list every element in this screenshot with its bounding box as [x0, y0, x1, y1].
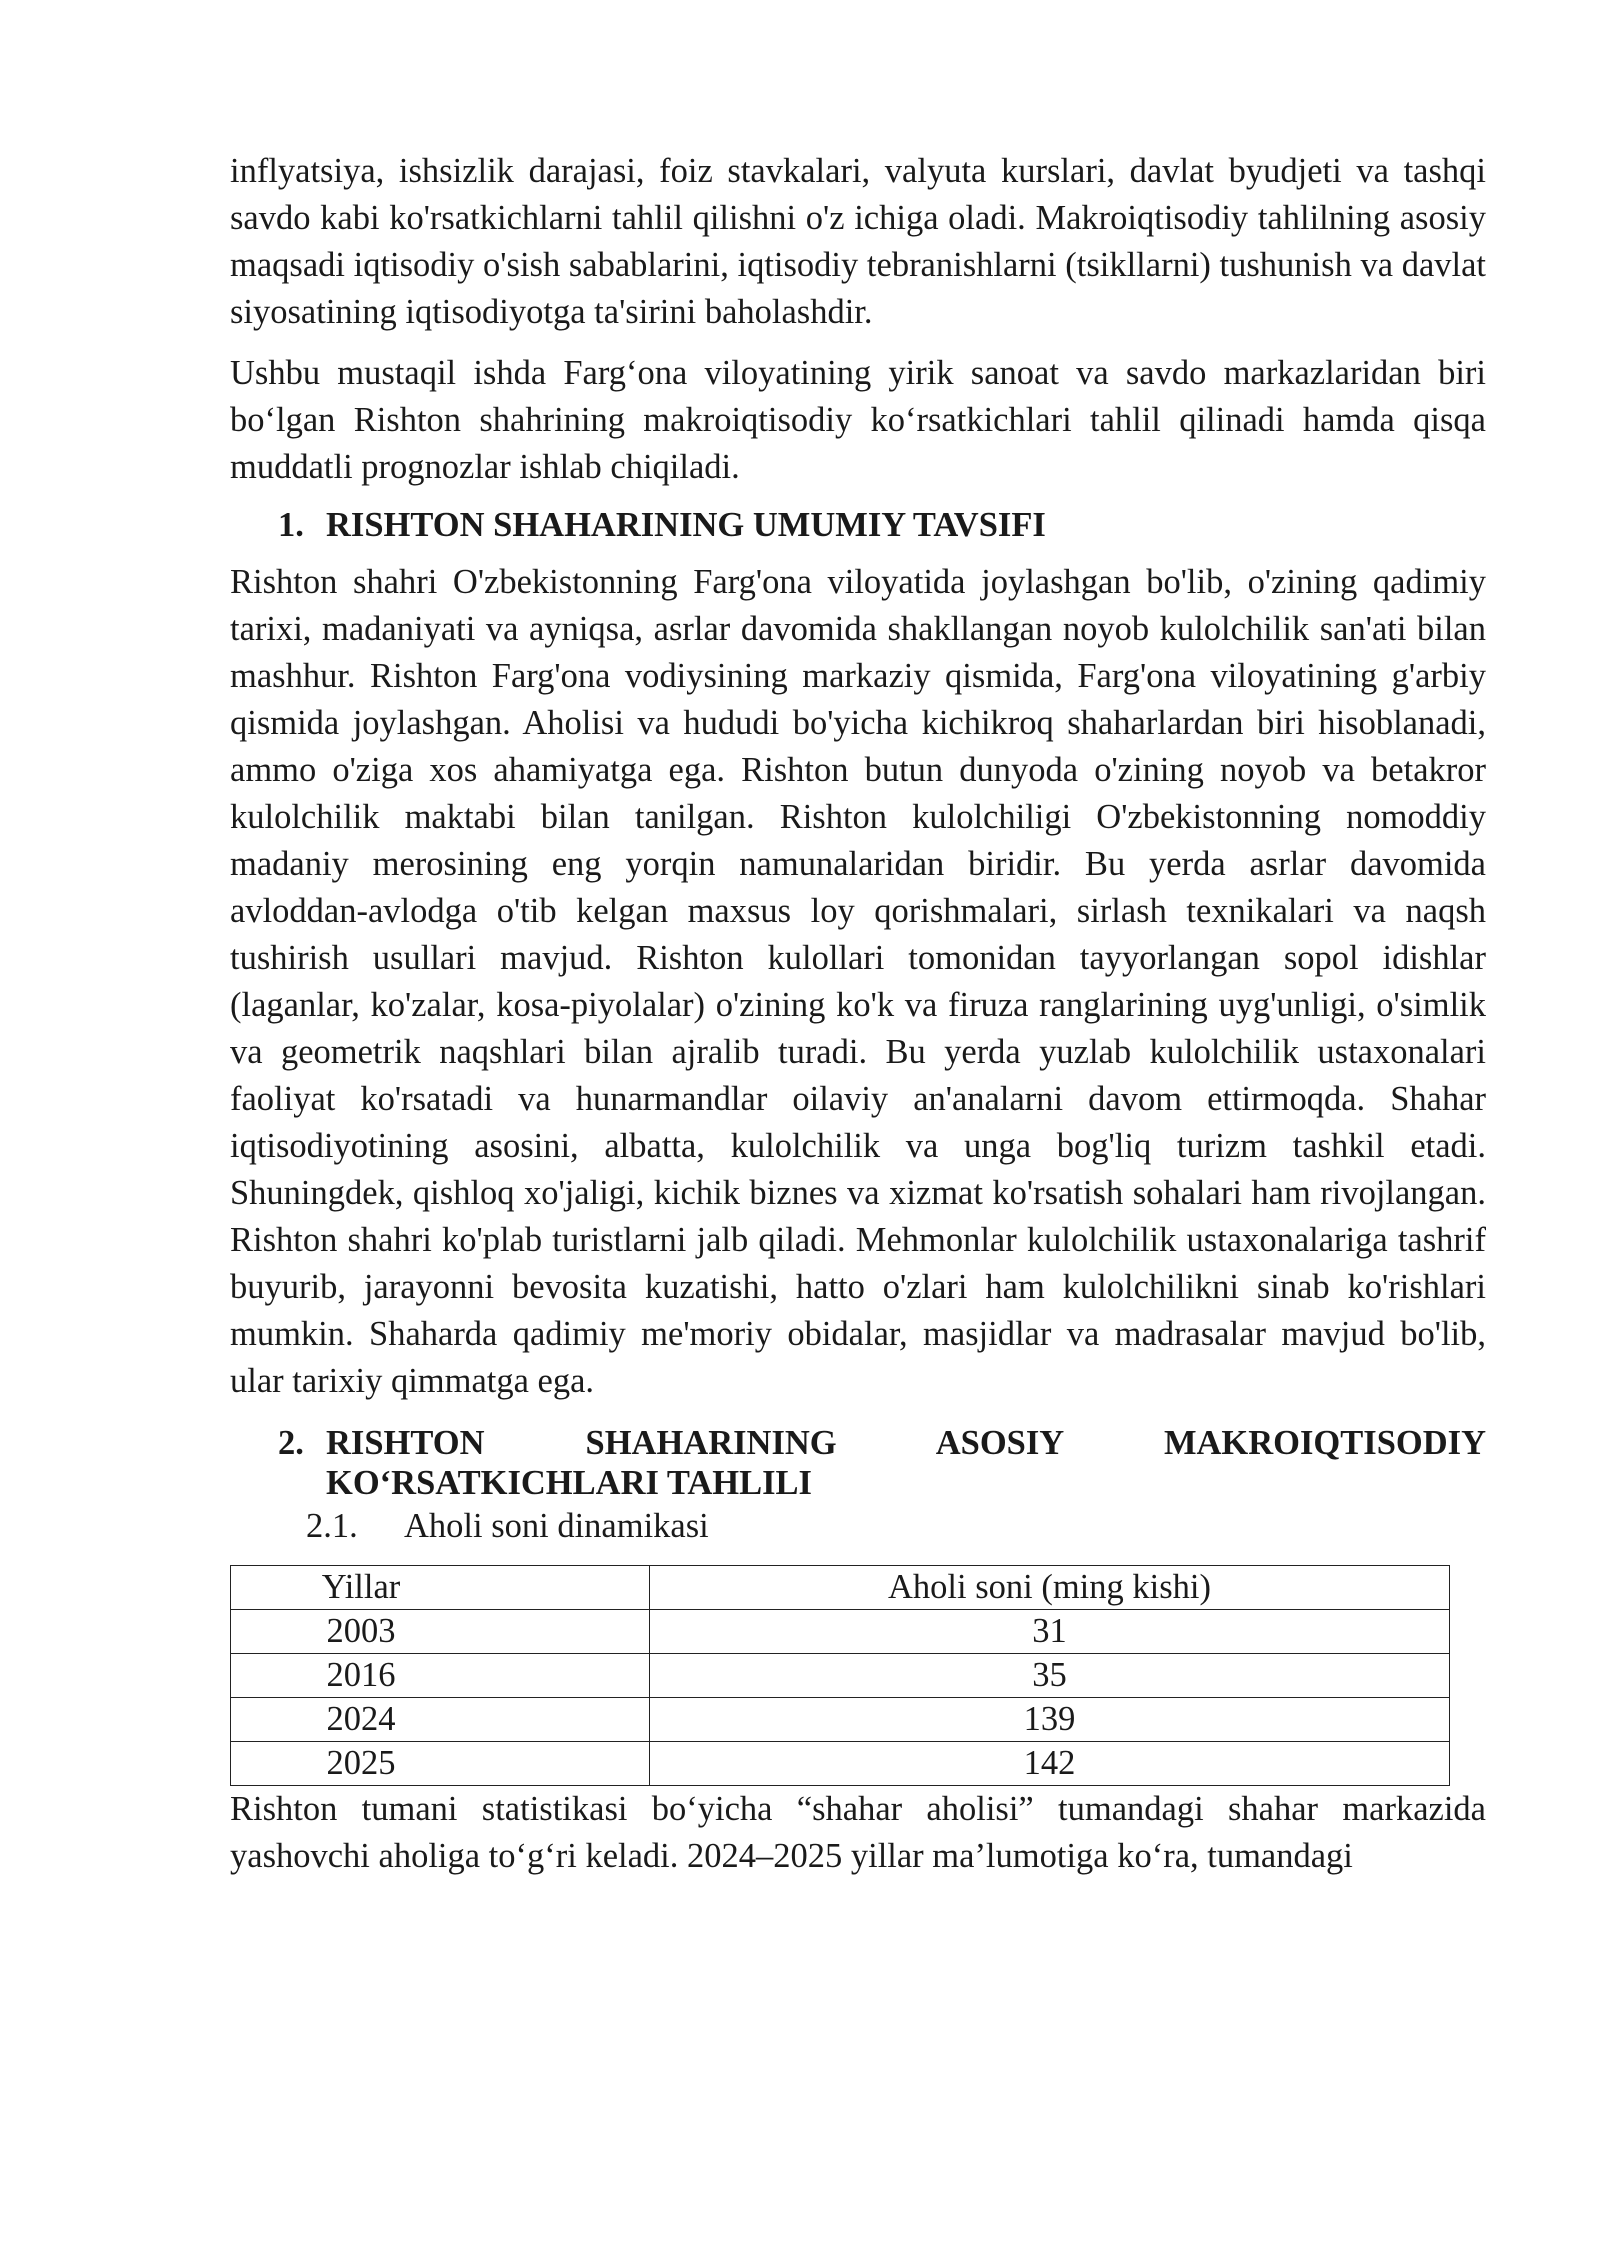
section-1-number: 1. [278, 506, 304, 544]
section-2-title-line-2: KO‘RSATKICHLARI TAHLILI [326, 1464, 812, 1502]
section-1-body: Rishton shahri O'zbekistonning Farg'ona viloyatida joylashgan bo'lib, o'zining qadimiy tarixi, madaniyati va ayniqsa, asrlar davomida shakllangan noyob kulolchilik san'ati bilan mashhur. Rishton Farg'ona vodiysining markaziy qismida, Farg'ona viloyatining g'arbiy qismida joylashgan. Aholisi va hududi bo'yicha kichikroq shaharlardan biri hisoblanadi, ammo o'ziga xos ahamiyatga ega. Rishton butun dunyoda o'zining noyob va betakror kulolchilik maktabi bilan tanilgan. Rishton kulolchiligi O'zbekistonning nomoddiy madaniy merosining eng yorqin namunalaridan biridir. Bu yerda asrlar davomida avloddan-avlodga o'tib kelgan maxsus loy qorishmalari, sirlash texnikalari va naqsh tushirish usullari mavjud. Rishton kulollari tomonidan tayyorlangan sopol idishlar (laganlar, ko'zalar, kosa-piyolalar) o'zining ko'k va firuza ranglarining uyg'unligi, o'simlik va geometrik naqshlari bilan ajralib turadi. Bu yerda yuzlab kulolchilik ustaxonalari faoliyat ko'rsatadi va hunarmandlar oilaviy an'analarni davom ettirmoqda. Shahar iqtisodiyotining asosini, albatta, kulolchilik va unga bog'liq turizm tashkil etadi. Shuningdek, qishloq xo'jaligi, kichik biznes va xizmat ko'rsatish sohalari ham rivojlangan. Rishton shahri ko'plab turistlarni jalb qiladi. Mehmonlar kulolchilik ustaxonalariga tashrif buyurib, jarayonni bevosita kuzatishi, hatto o'zlari ham kulolchilikni sinab ko'rishlari mumkin. Shaharda qadimiy me'moriy obidalar, masjidlar va madrasalar mavjud bo'lib, ular tarixiy qimmatga ega. [230, 563, 1486, 1400]
table-header-cell: Aholi soni (ming kishi) [650, 1566, 1450, 1610]
document-page [230, 148, 1486, 1880]
table-cell-population: 31 [650, 1610, 1450, 1654]
subsection-2-1-heading [306, 1505, 1486, 1547]
population-table [230, 1565, 1450, 1786]
intro-paragraph-2: Ushbu mustaqil ishda Farg‘ona viloyatining yirik sanoat va savdo markazlaridan biri bo‘lgan Rishton shahrining makroiqtisodiy ko‘rsatkichlari tahlil qilinadi hamda qisqa muddatli prognozlar ishlab chiqiladi. [230, 354, 1486, 486]
table-row [231, 1698, 1450, 1742]
table-cell-year: 2024 [231, 1698, 650, 1742]
closing-paragraph: Rishton tumani statistikasi bo‘yicha “shahar aholisi” tumandagi shahar markazida yashovchi aholiga to‘g‘ri keladi. 2024–2025 yillar ma’lumotiga ko‘ra, tumandagi [230, 1790, 1486, 1875]
section-2-title [326, 1423, 1486, 1503]
section-2-heading [278, 1423, 1486, 1503]
table-row [231, 1610, 1450, 1654]
table-cell-year: 2025 [231, 1742, 650, 1786]
table-row [231, 1654, 1450, 1698]
table-cell-population: 142 [650, 1742, 1450, 1786]
subsection-2-1-number: 2.1. [306, 1507, 358, 1545]
table-cell-population: 35 [650, 1654, 1450, 1698]
section-1-title: RISHTON SHAHARINING UMUMIY TAVSIFI [326, 506, 1046, 544]
table-cell-population: 139 [650, 1698, 1450, 1742]
table-header-cell: Yillar [231, 1566, 650, 1610]
intro-paragraph-1: inflyatsiya, ishsizlik darajasi, foiz stavkalari, valyuta kurslari, davlat byudjeti va tashqi savdo kabi ko'rsatkichlarni tahlil qilishni o'z ichiga oladi. Makroiqtisodiy tahlilning asosiy maqsadi iqtisodiy o'sish sabablarini, iqtisodiy tebranishlarni (tsikllarni) tushunish va davlat siyosatining iqtisodiyotga ta'sirini baholashdir. [230, 152, 1486, 331]
section-1-heading [278, 505, 1486, 545]
section-2-title-line-1: RISHTON SHAHARINING ASOSIY MAKROIQTISODIY [326, 1424, 1486, 1462]
table-cell-year: 2016 [231, 1654, 650, 1698]
table-row [231, 1742, 1450, 1786]
subsection-2-1-title: Aholi soni dinamikasi [404, 1507, 709, 1545]
table-cell-year: 2003 [231, 1610, 650, 1654]
table-header-row [231, 1566, 1450, 1610]
section-2-number: 2. [278, 1424, 304, 1462]
